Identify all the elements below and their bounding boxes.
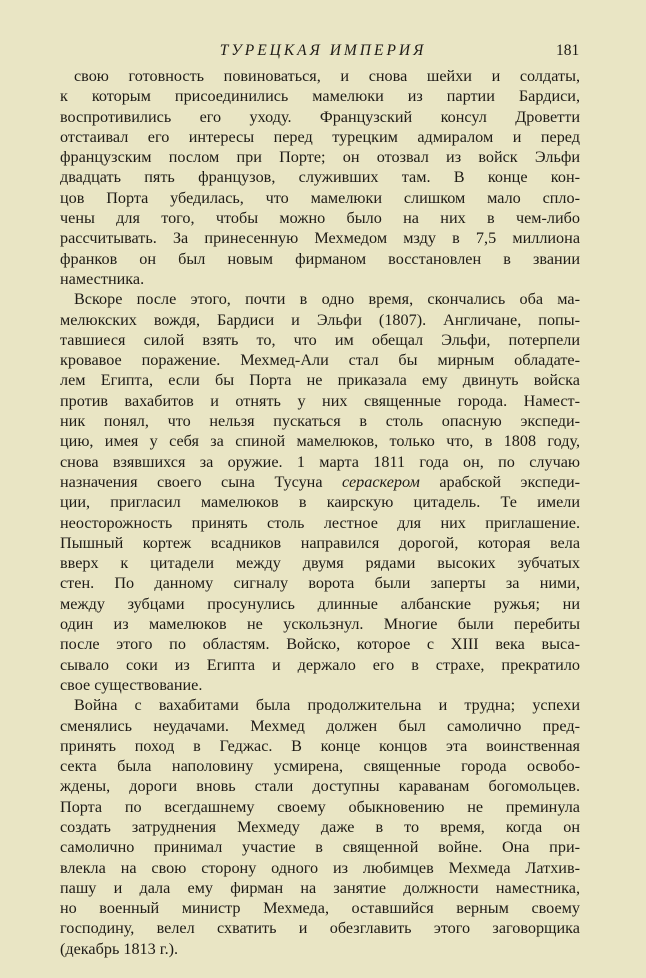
text-line: франков он был новым фирманом восстановлен в звании: [60, 249, 580, 268]
text-line: наместника.: [60, 269, 145, 288]
paragraph: [60, 289, 580, 695]
text-line: снова взявшихся за оружие. 1 марта 1811 года он, по случаю: [60, 452, 580, 471]
text-line: но военный министр Мехмеда, оставшийся верным своему: [60, 899, 580, 918]
text-line: один из мамелюков не ускользнул. Многие были перебиты: [60, 615, 580, 634]
paragraph: [60, 695, 580, 959]
text-line: назначения своего сына Тусуна сераскером арабской экспеди-: [60, 472, 580, 491]
text-line: воспротивились его уходу. Французский консул Дроветти: [60, 107, 580, 126]
page-number: 181: [556, 42, 580, 59]
text-line: создать затруднения Мехмеду даже в то время, когда он: [60, 817, 580, 836]
text-line: между зубцами просунулись длинные албанские ружья; ни: [60, 594, 580, 613]
text-line: Вскоре после этого, почти в одно время, скончались оба ма-: [74, 290, 580, 309]
text-line: секта была наполовину усмирена, священные города освобо-: [60, 757, 580, 776]
text-line: цов Порта убедилась, что мамелюки слишком мало спло-: [60, 188, 580, 207]
text-line: ник понял, что нельзя пускаться в столь опасную экспеди-: [60, 412, 580, 431]
text-line: лем Египта, если бы Порта не приказала ему двинуть войска: [60, 371, 580, 390]
text-line: после этого по областям. Войско, которое с XIII века выса-: [60, 635, 580, 654]
text-line: Порта по всегдашнему своему обыкновению не преминула: [60, 797, 580, 816]
text-line: к которым присоединились мамелюки из партии Бардиси,: [60, 87, 580, 106]
text-line: принять поход в Геджас. В конце концов эта воинственная: [60, 736, 580, 755]
text-line: кровавое поражение. Мехмед-Али стал бы мирным обладате-: [60, 351, 580, 370]
text-line: тавшиеся силой взять то, что им обещал Эльфи, потерпели: [60, 330, 580, 349]
text-line: влекла на свою сторону одного из любимцев Мехмеда Латхив-: [60, 858, 580, 877]
text-line: рассчитывать. За принесенную Мехмедом мзду в 7,5 миллиона: [60, 229, 580, 248]
text-line: (декабрь 1813 г.).: [60, 939, 179, 958]
text-line: пашу и дала ему фирман на занятие должности наместника,: [60, 878, 580, 897]
text-line: свою готовность повиноваться, и снова шейхи и солдаты,: [74, 67, 580, 85]
text-line: господину, велел схватить и обезглавить этого заговорщика: [60, 919, 580, 938]
text-line: против вахабитов и отнять у них священные города. Намест-: [60, 391, 580, 410]
text-line: ждены, дороги вновь стали доступны караванам богомольцев.: [60, 777, 580, 796]
text-line: мелюкских вождя, Бардиси и Эльфи (1807). Англичане, попы-: [60, 310, 580, 329]
text-line: двадцать пять французов, служивших там. В конце кон-: [60, 168, 580, 187]
text-line: свое существование.: [60, 675, 203, 694]
paragraph: [60, 66, 580, 289]
text-line: цию, имея у себя за спиной мамелюков, только что, в 1808 году,: [60, 432, 580, 451]
text-line: вверх к цитадели между двумя рядами высоких зубчатых: [60, 554, 580, 573]
text-line: Война с вахабитами была продолжительна и трудна; успехи: [74, 696, 580, 715]
text-line: ции, пригласил мамелюков в каирскую цитадель. Те имели: [60, 493, 580, 512]
text-line: стен. По данному сигналу ворота были заперты за ними,: [60, 574, 580, 593]
text-line: чены для того, чтобы можно было на них в чем-либо: [60, 209, 580, 228]
text-line: неосторожность принять столь лестное для них приглашение.: [60, 513, 580, 532]
body-text: [60, 66, 580, 959]
text-line: Пышный кортеж всадников направился дорогой, которая вела: [60, 533, 580, 552]
text-line: сывало соки из Египта и держало его в страхе, прекратило: [60, 655, 580, 674]
text-line: сменялись неудачами. Мехмед должен был самолично пред-: [60, 716, 580, 735]
text-line: самолично принимал участие в священной войне. Она при-: [60, 838, 580, 857]
text-line: отстаивал его интересы перед турецким адмиралом и перед: [60, 127, 580, 146]
running-title: ТУРЕЦКАЯ ИМПЕРИЯ: [219, 42, 427, 59]
text-line: французским послом при Порте; он отозвал из войск Эльфи: [60, 148, 580, 167]
